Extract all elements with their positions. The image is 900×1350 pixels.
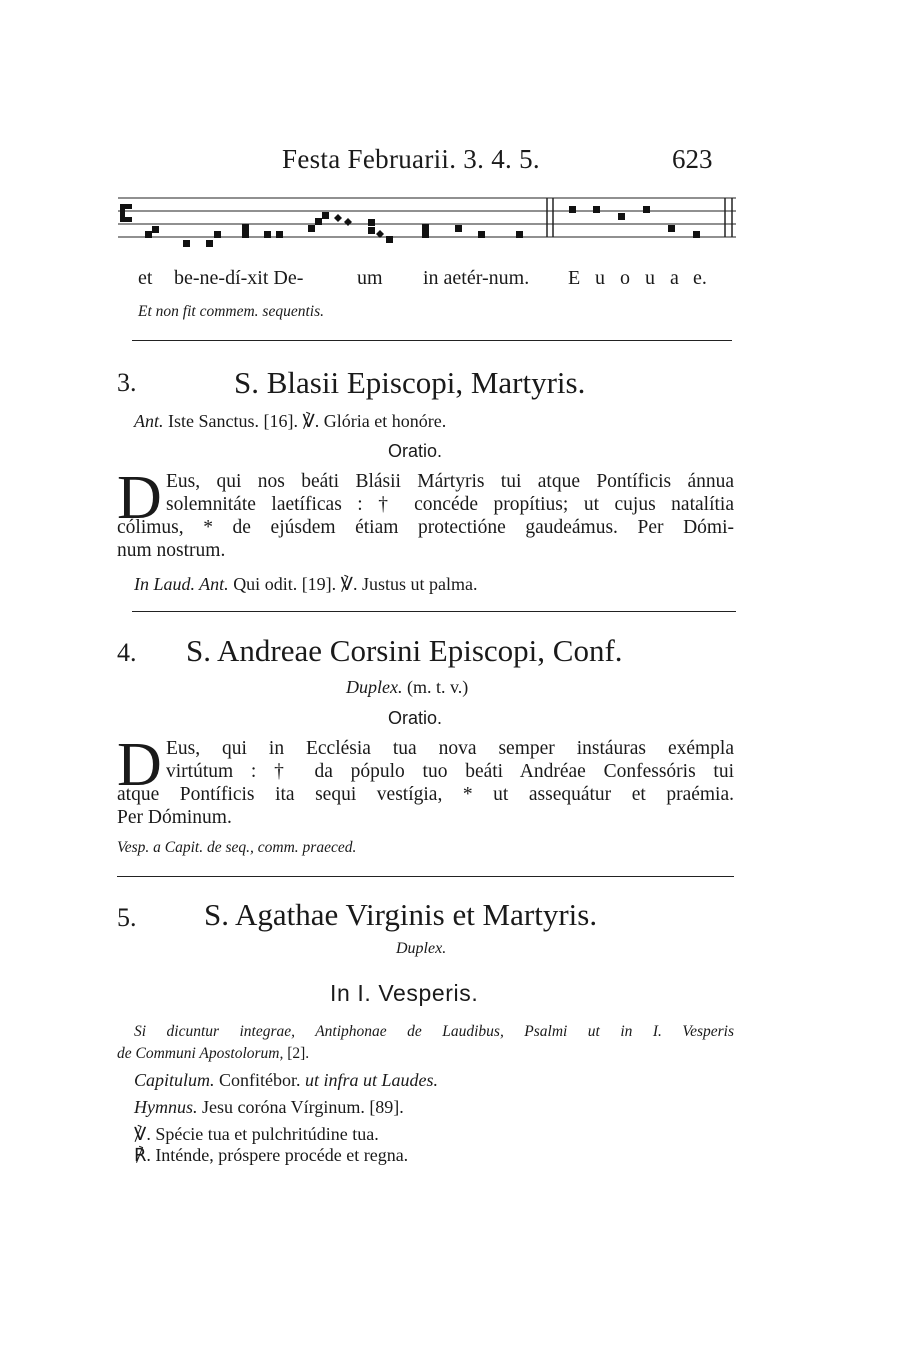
rubric-line: Si dicuntur integrae, Antiphonae de Laudibus, Psalmi ut in I. Vesperis [134, 1023, 734, 1040]
oratio-heading: Oratio. [388, 441, 443, 461]
section-title: S. Agathae Virginis et Martyris. [204, 897, 598, 932]
rubric-line [117, 1045, 309, 1063]
rank-note: (m. t. v.) [406, 677, 469, 697]
chant-syllable: a [670, 267, 679, 289]
oratio-heading: Oratio. [388, 708, 443, 728]
lauds-line [134, 574, 478, 595]
prayer-line: Eus, qui nos beáti Blásii Mártyris tui atque Pontíficis ánnua [166, 471, 734, 492]
chant-rubric: Et non fit commem. sequentis. [138, 303, 324, 320]
section-number: 4. [117, 638, 137, 667]
ant-label: Ant. [134, 411, 164, 431]
prayer-line: virtútum : † da pópulo tuo beáti Andréae Confessóris tui [166, 761, 734, 782]
laud-text: Qui odit. [19]. ℣. Justus ut palma. [233, 574, 478, 594]
chant-syllable: um [357, 267, 383, 289]
response-line: ℟. Inténde, próspere procéde et regna. [134, 1145, 409, 1165]
prayer-line: Per Dóminum. [117, 807, 232, 828]
rank-line [346, 677, 468, 698]
chant-syllable: be-ne-dí-xit De- [174, 267, 304, 289]
vespers-note: Vesp. a Capit. de seq., comm. praeced. [117, 839, 357, 856]
laud-label: In Laud. Ant. [134, 574, 229, 594]
ant-text: Iste Sanctus. [16]. ℣. Glória et honóre. [168, 411, 447, 431]
capitulum-text: Confitébor. [219, 1070, 301, 1090]
section-divider [132, 340, 732, 341]
antiphon-line [134, 411, 446, 432]
hymnus-line [134, 1097, 404, 1118]
capitulum-note: ut infra ut Laudes. [305, 1070, 439, 1090]
section-divider [132, 611, 736, 612]
section-number: 5. [117, 903, 137, 932]
section-title: S. Blasii Episcopi, Martyris. [234, 365, 586, 400]
capitulum-line [134, 1070, 438, 1091]
rubric-ref: [2]. [287, 1045, 310, 1062]
chant-syllable: e. [693, 267, 707, 289]
rank: Duplex. [346, 677, 403, 697]
running-header: Festa Februarii. 3. 4. 5. [282, 144, 540, 174]
chant-syllable: et [138, 267, 153, 289]
rubric-italic: de Communi Apostolorum, [117, 1045, 284, 1062]
prayer-line: cólimus, * de ejúsdem étiam protectióne gaudeámus. Per Dómi- [117, 517, 734, 538]
section-number: 3. [117, 368, 137, 397]
prayer-line: Eus, qui in Ecclésia tua nova semper instáuras exémpla [166, 738, 734, 759]
prayer-line: atque Pontíficis ita sequi vestígia, * ut assequátur et praémia. [117, 784, 734, 805]
hymnus-label: Hymnus. [134, 1097, 198, 1117]
capitulum-label: Capitulum. [134, 1070, 215, 1090]
prayer-line: solemnitáte laetíficas : † concéde propítius; ut cujus natalítia [166, 494, 734, 515]
chant-syllable: u [645, 267, 655, 289]
prayer-line: num nostrum. [117, 540, 226, 561]
rank: Duplex. [396, 940, 447, 957]
section-divider [117, 876, 734, 877]
chant-syllable: in aetér-num. [423, 267, 530, 289]
drop-cap: D [117, 731, 162, 799]
chant-syllable: o [620, 267, 630, 289]
page-number: 623 [672, 144, 713, 174]
chant-staff [116, 194, 738, 254]
versicle-line: ℣. Spécie tua et pulchritúdine tua. [134, 1124, 379, 1144]
hymnus-text: Jesu coróna Vírginum. [89]. [202, 1097, 404, 1117]
chant-syllable: E [568, 267, 581, 289]
section-title: S. Andreae Corsini Episcopi, Conf. [186, 633, 623, 668]
drop-cap: D [117, 464, 162, 532]
chant-syllable: u [595, 267, 605, 289]
vespers-heading: In I. Vesperis. [330, 980, 479, 1006]
